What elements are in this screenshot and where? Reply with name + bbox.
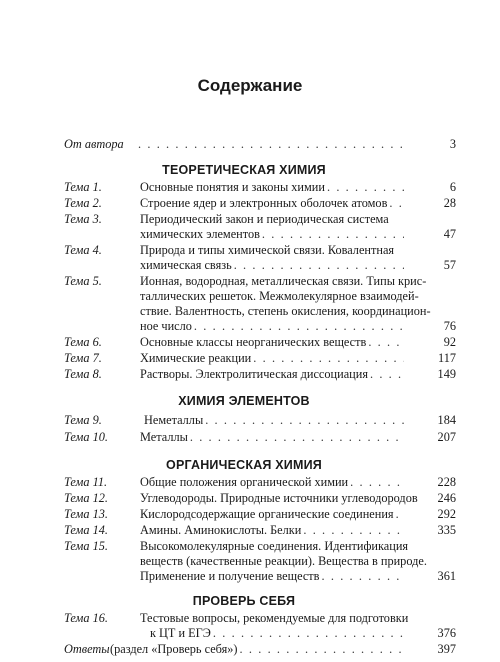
section-heading-elements: ХИМИЯ ЭЛЕМЕНТОВ (178, 394, 310, 408)
toc-entry-label: Тема 2. (64, 196, 102, 210)
toc-page-number: 246 (437, 491, 456, 505)
toc-page-number: 3 (449, 137, 456, 151)
section-heading-theory: ТЕОРЕТИЧЕСКАЯ ХИМИЯ (162, 163, 326, 177)
leader-dots (190, 430, 404, 445)
toc-entry-text: Неметаллы . . . (144, 413, 406, 428)
leader-dots (262, 227, 404, 242)
leader-dots (350, 475, 404, 490)
toc-page-number: 228 (437, 475, 456, 489)
toc-entry-text: Химические реакции . . . (140, 351, 406, 366)
toc-page-number: 117 (438, 351, 456, 365)
toc-entry-text: Кислородсодержащие органические соединения . . . (140, 507, 406, 522)
toc-entry-label: Тема 13. (64, 507, 108, 521)
toc-entry-text: Растворы. Электролитическая диссоциация . . . (140, 367, 406, 382)
toc-entry-label: Ответы (64, 642, 110, 656)
toc-entry-label: От автора (64, 137, 124, 151)
toc-page-number: 28 (443, 196, 456, 210)
toc-entry-label: Тема 11. (64, 475, 108, 489)
leader-dots (234, 258, 404, 273)
toc-page-number: 6 (449, 180, 456, 194)
toc-entry-text: Высокомолекулярные соединения. Идентификация веществ (качественные реакции). Вещества в природе. Применение и получение веществ . . . (140, 539, 406, 584)
leader-dots (322, 569, 405, 584)
toc-page-number: 149 (437, 367, 456, 381)
toc-entry-text: Ионная, водородная, металлическая связи. Типы крис- таллических решеток. Межмолекулярное взаимодей- ствие. Валентность, степень окисления, координацион- ное число . . . (140, 274, 406, 334)
toc-entry-label: Тема 9. (64, 413, 102, 427)
leader-dots (370, 367, 404, 382)
leader-dots (205, 413, 404, 428)
toc-entry-label: Тема 1. (64, 180, 102, 194)
toc-entry-label: Тема 3. (64, 212, 102, 226)
leader-dots (240, 642, 404, 657)
toc-entry-text: Углеводороды. Природные источники углеводородов (140, 491, 418, 505)
leader-dots (389, 196, 404, 211)
toc-page-number: 361 (437, 569, 456, 583)
toc-entry-label: Тема 7. (64, 351, 102, 365)
toc-entry-text (136, 137, 406, 152)
toc-entry-text: Строение ядер и электронных оболочек атомов . . . (140, 196, 406, 211)
toc-entry-label: Тема 14. (64, 523, 108, 537)
toc-page-number: 184 (437, 413, 456, 427)
leader-dots (303, 523, 404, 538)
toc-entry-label: Тема 8. (64, 367, 102, 381)
toc-entry-text: Металлы . . . (140, 430, 406, 445)
leader-dots (327, 180, 404, 195)
toc-page-number: 47 (443, 227, 456, 241)
toc-page-number: 92 (443, 335, 456, 349)
toc-entry-label: Тема 4. (64, 243, 102, 257)
section-heading-organic: ОРГАНИЧЕСКАЯ ХИМИЯ (166, 458, 322, 472)
toc-page-number: 76 (443, 319, 456, 333)
toc-entry-label: Тема 10. (64, 430, 108, 444)
toc-page-number: 292 (437, 507, 456, 521)
leader-dots (253, 351, 404, 366)
toc-entry-text: Основные понятия и законы химии . . . (140, 180, 406, 195)
leader-dots (368, 335, 404, 350)
toc-entry-label: Тема 6. (64, 335, 102, 349)
toc-page-number: 335 (437, 523, 456, 537)
toc-entry-label: Тема 15. (64, 539, 108, 553)
toc-page-number: 397 (437, 642, 456, 656)
toc-page-number: 376 (437, 626, 456, 640)
toc-entry-text: Общие положения органической химии . . . (140, 475, 406, 490)
section-heading-self-check: ПРОВЕРЬ СЕБЯ (192, 594, 296, 608)
toc-entry-text: Тестовые вопросы, рекомендуемые для подготовки к ЦТ и ЕГЭ . . . (140, 611, 406, 641)
toc-entry-text: Периодический закон и периодическая система химических элементов . . . (140, 212, 406, 242)
toc-page-number: 207 (437, 430, 456, 444)
toc-entry-text: (раздел «Проверь себя») . . . (110, 642, 406, 657)
toc-entry-label: Тема 5. (64, 274, 102, 288)
toc-entry-text: Основные классы неорганических веществ . . . (140, 335, 406, 350)
toc-entry-text: Амины. Аминокислоты. Белки . . . (140, 523, 406, 538)
toc-entry-label: Тема 12. (64, 491, 108, 505)
page-title: Содержание (197, 76, 303, 95)
leader-dots (396, 507, 404, 522)
toc-entry-text: Природа и типы химической связи. Ковалентная химическая связь . . . (140, 243, 406, 273)
toc-entry-label: Тема 16. (64, 611, 108, 625)
leader-dots (138, 137, 404, 152)
leader-dots (194, 319, 404, 334)
leader-dots (213, 626, 404, 641)
toc-page-number: 57 (443, 258, 456, 272)
